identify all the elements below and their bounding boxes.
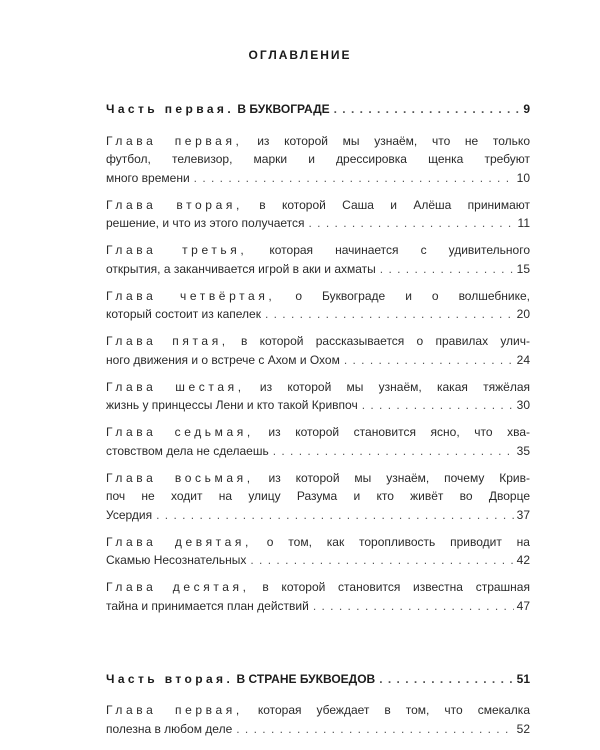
leader-dots [379,670,513,689]
entry-desc: тайна и принимается план действий [106,598,309,613]
leader-dots [156,506,514,525]
toc-chapter [106,423,530,460]
entry-text [106,703,530,717]
entry-desc: в которой Саша и Алёша принимают [259,197,531,212]
entry-line [106,551,530,570]
entry-text [106,100,330,119]
entry-desc: о Буквограде и о волшебнике, [295,288,530,303]
entry-desc: из которой мы узнаём, что не только [257,133,530,148]
toc-chapter [106,578,530,615]
entry-text [106,260,376,279]
entry-line [106,100,530,119]
entry-line [106,260,530,279]
entry-text [106,425,530,439]
entry-text [106,214,305,233]
entry-line [106,241,530,260]
entry-text [106,720,232,739]
entry-text [106,289,530,303]
entry-desc: поч не ходит на улицу Разума и кто живёт во Дворце [106,489,530,503]
entry-label: Глава десятая, [106,580,250,594]
entry-line [106,305,530,324]
leader-dots [265,305,514,324]
leader-dots [236,720,513,739]
entry-text [106,506,152,525]
entry-line [106,169,530,188]
entry-text [106,305,261,324]
entry-line [106,132,530,151]
toc-chapter [106,469,530,525]
entry-text [106,396,358,415]
entry-label: Глава пятая, [106,334,229,348]
entry-line [106,720,530,739]
part-spacer [106,624,530,670]
entry-desc: Усердия [106,507,153,522]
page-number: 42 [516,553,530,567]
entry-text [106,351,340,370]
entry-desc: в которой рассказывается о правилах улич- [240,334,531,348]
part-title: В БУКВОГРАДЕ [237,102,330,116]
page-number: 9 [523,102,530,116]
entry-line [106,487,530,506]
entry-label: Глава четвёртая, [106,288,276,303]
leader-dots [344,351,514,370]
entry-label: Часть вторая. [106,671,234,686]
entry-text [106,471,530,485]
entry-desc: Скамью Несознательных [106,553,247,567]
entry-text [106,243,530,257]
entry-desc: стовством дела не сделаешь [106,443,269,458]
entry-text [106,442,269,461]
entry-text [106,380,530,394]
entry-line [106,506,530,525]
entry-desc: из которой мы узнаём, почему Крив- [268,470,530,485]
entry-line [106,332,530,351]
entry-desc: решение, и что из этого получается [106,216,305,230]
entry-text [106,334,530,348]
entry-line [106,670,530,689]
entry-line [106,214,530,233]
entry-line [106,533,530,552]
entry-line [106,701,530,720]
entry-desc: которая начинается с удивительного [269,243,530,257]
entry-label: Глава первая, [106,133,243,148]
toc-chapter [106,378,530,415]
entry-line [106,351,530,370]
leader-dots [380,260,514,279]
entry-line [106,378,530,397]
toc-title: ОГЛАВЛЕНИЕ [248,48,352,62]
leader-dots [362,396,514,415]
entry-desc: футбол, телевизор, марки и дрессировка щенка требуют [106,152,530,166]
page-number: 24 [516,352,530,367]
page-number: 51 [516,671,530,686]
entry-label: Глава седьмая, [106,425,254,439]
page-number: 35 [516,443,530,458]
entry-line [106,423,530,442]
entry-desc: полезна в любом деле [106,721,233,736]
entry-desc: ного движения и о встрече с Ахом и Охом [106,352,340,367]
entry-label: Глава шестая, [106,379,245,394]
toc-chapter [106,196,530,233]
entry-text [106,198,530,212]
toc-entries [106,100,530,747]
page-number: 11 [517,216,530,230]
leader-dots [250,551,513,570]
entry-label: Глава третья, [106,243,248,257]
page-number: 10 [516,170,530,185]
entry-text [106,597,309,616]
toc-chapter [106,701,530,738]
entry-line [106,287,530,306]
entry-desc: из которой становится ясно, что хва- [268,425,531,439]
entry-label: Глава девятая, [106,534,252,549]
page-number: 52 [516,721,530,736]
entry-line [106,442,530,461]
toc-part [106,100,530,119]
page-number: 15 [516,261,530,276]
entry-label: Глава восьмая, [106,470,254,485]
entry-line [106,150,530,169]
part-title: В СТРАНЕ БУКВОЕДОВ [236,671,376,686]
entry-text [106,580,530,594]
page-number: 20 [516,307,530,321]
toc-part [106,670,530,689]
entry-desc: жизнь у принцессы Лени и кто такой Кривпоч [106,398,358,412]
entry-text [106,152,530,166]
entry-line [106,396,530,415]
entry-text [106,134,530,148]
entry-line [106,578,530,597]
entry-text [106,489,530,503]
toc-chapter [106,287,530,324]
toc-chapter [106,132,530,188]
leader-dots [313,597,514,616]
leader-dots [194,169,514,188]
entry-desc: о том, как торопливость приводит на [266,534,530,549]
page-number: 37 [516,507,530,522]
toc-chapter [106,241,530,278]
entry-desc: открытия, а заканчивается игрой в аки и ахматы [106,261,376,276]
page-number: 47 [516,598,530,613]
leader-dots [273,442,514,461]
entry-desc: из которой мы узнаём, какая тяжёлая [259,379,530,394]
entry-label: Глава первая, [106,703,243,717]
entry-line [106,469,530,488]
entry-label: Глава вторая, [106,197,243,212]
page-number: 30 [516,398,530,412]
entry-text [106,169,190,188]
entry-line [106,196,530,215]
entry-line [106,597,530,616]
leader-dots [309,214,515,233]
toc-chapter [106,533,530,570]
entry-text [106,551,246,570]
entry-desc: который состоит из капелек [106,307,261,321]
toc-chapter [106,332,530,369]
leader-dots [334,100,521,119]
entry-desc: в которой становится известна страшная [262,580,530,594]
entry-desc: которая убеждает в том, что смекалка [257,703,530,717]
entry-text [106,670,375,689]
entry-label: Часть первая. [106,102,235,116]
entry-desc: много времени [106,170,190,185]
entry-text [106,535,530,549]
